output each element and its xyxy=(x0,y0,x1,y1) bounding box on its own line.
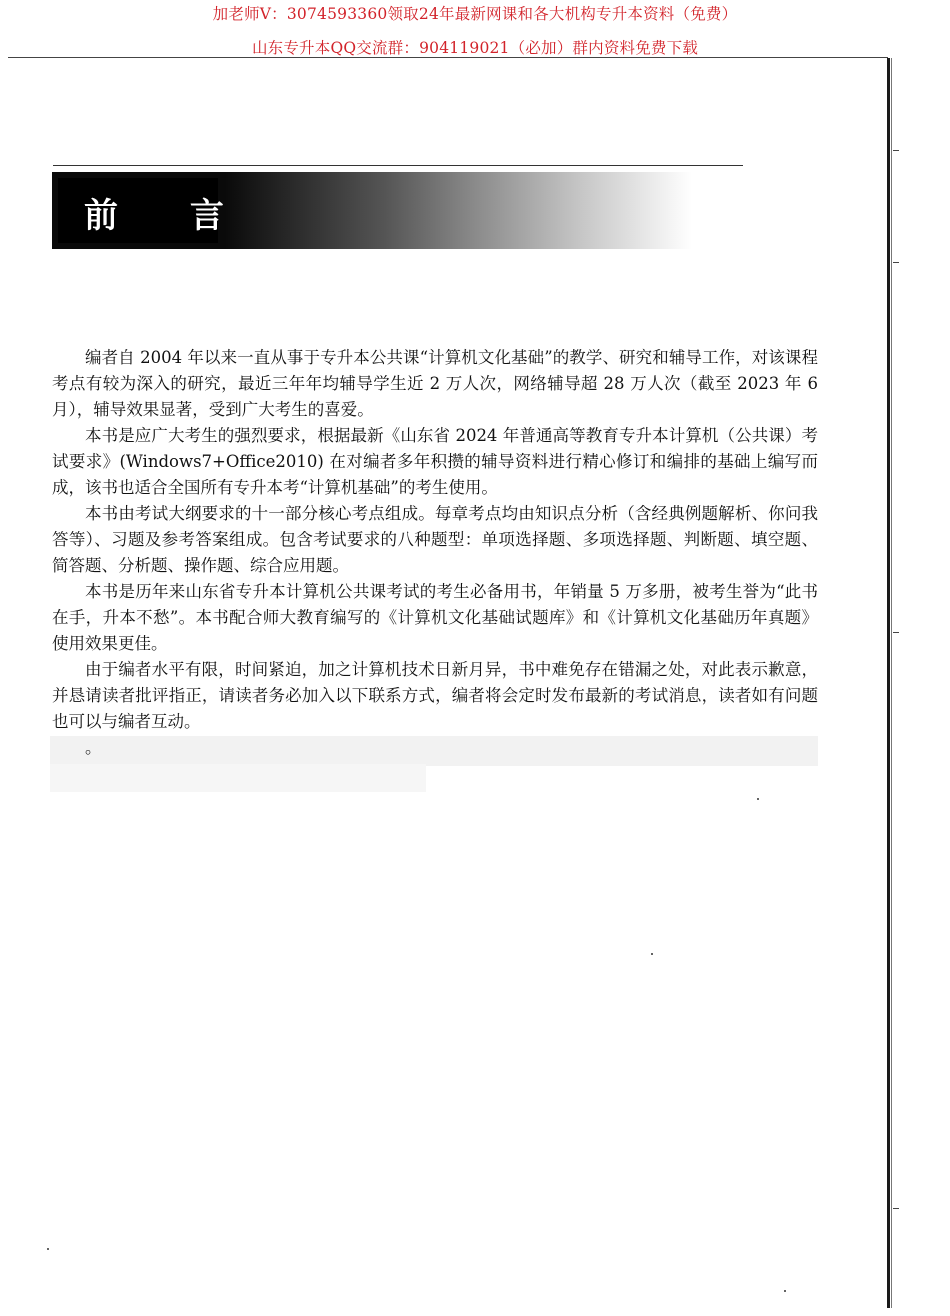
edge-tick xyxy=(893,262,899,263)
page-edge-shadow xyxy=(891,58,892,1308)
scan-speck xyxy=(651,953,653,955)
paragraph: 本书是历年来山东省专升本计算机公共课考试的考生必备用书，年销量 5 万多册，被考生誉为“此书在手，升本不愁”。本书配合师大教育编写的《计算机文化基础试题库》和《计算机文化基础历年真题》使用效果更佳。 xyxy=(52,582,818,653)
paragraph: 由于编者水平有限，时间紧迫，加之计算机技术日新月异，书中难免存在错漏之处，对此表示歉意，并恳请读者批评指正，请读者务必加入以下联系方式，编者将会定时发布最新的考试消息，读者如有问题也可以与编者互动。 xyxy=(52,660,818,731)
paragraph: 本书是应广大考生的强烈要求，根据最新《山东省 2024 年普通高等教育专升本计算机（公共课）考试要求》(Windows7+Office2010) 在对编者多年积攒的辅导资料进行精心修订和编排的基础上编写而成，该书也适合全国所有专升本考“计算机基础”的考生使用。 xyxy=(52,426,818,497)
watermark-line-1: 加老师V：3074593360领取24年最新网课和各大机构专升本资料（免费） xyxy=(212,5,738,23)
page-edge xyxy=(887,58,890,1308)
trailing-mark: 。 xyxy=(85,738,102,757)
preface-body xyxy=(52,345,818,761)
watermark-line-2: 山东专升本QQ交流群：904119021（必加）群内资料免费下载 xyxy=(251,39,699,57)
paragraph: 编者自 2004 年以来一直从事于专升本公共课“计算机文化基础”的教学、研究和辅导工作，对该课程考点有较为深入的研究，最近三年年均辅导学生近 2 万人次，网络辅导超 28 万人次（截至 2023 年 6 月），辅导效果显著，受到广大考生的喜爱。 xyxy=(52,348,818,419)
scan-speck xyxy=(47,1248,49,1250)
edge-tick xyxy=(893,632,899,633)
edge-tick xyxy=(893,1208,899,1209)
scan-smudge xyxy=(50,764,426,792)
top-rule xyxy=(8,57,888,58)
banner-rule xyxy=(53,165,743,166)
paragraph: 本书由考试大纲要求的十一部分核心考点组成。每章考点均由知识点分析（含经典例题解析、你问我答等）、习题及参考答案组成。包含考试要求的八种题型：单项选择题、多项选择题、判断题、填空题、简答题、分析题、操作题、综合应用题。 xyxy=(52,504,818,575)
page-title: 前 言 xyxy=(84,196,254,236)
scan-speck xyxy=(757,798,759,800)
edge-tick xyxy=(893,150,899,151)
scan-speck xyxy=(784,1290,786,1292)
